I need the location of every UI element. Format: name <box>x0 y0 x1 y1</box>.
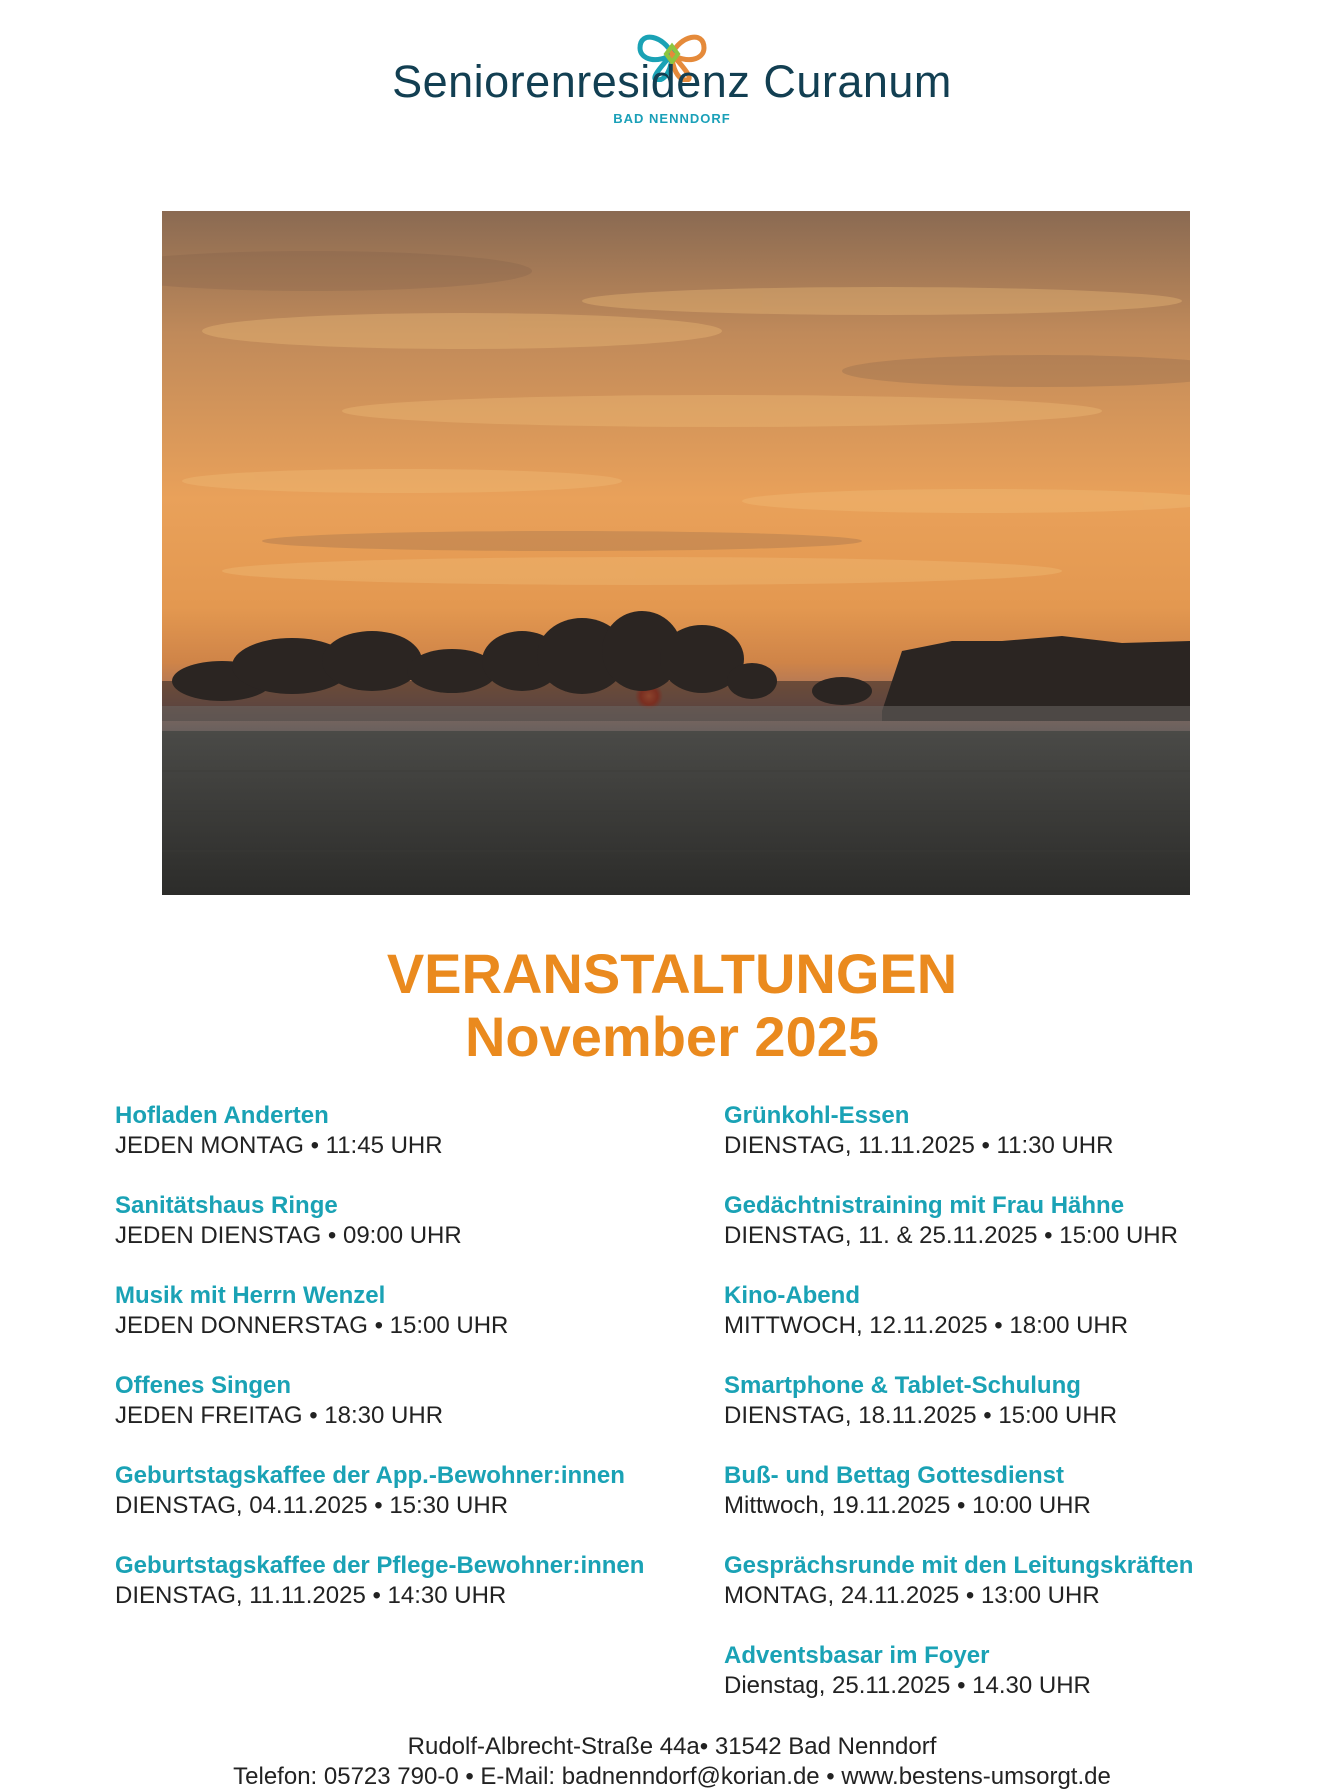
event-item <box>115 1101 705 1191</box>
event-item <box>724 1371 1324 1461</box>
event-title: Hofladen Anderten <box>115 1102 329 1129</box>
footer-contact: Telefon: 05723 790-0 • E-Mail: badnenndorf@korian.de • www.bestens-umsorgt.de <box>233 1763 1111 1790</box>
event-item <box>724 1461 1324 1551</box>
brand-name: Seniorenresidenz Curanum <box>392 56 952 107</box>
event-when: JEDEN FREITAG • 18:30 UHR <box>115 1402 444 1429</box>
event-when: DIENSTAG, 18.11.2025 • 15:00 UHR <box>724 1402 1118 1429</box>
sunset-landscape-photo <box>162 211 1190 895</box>
event-title: Geburtstagskaffee der Pflege-Bewohner:innen <box>115 1552 645 1579</box>
event-title: Buß- und Bettag Gottesdienst <box>724 1462 1064 1489</box>
event-item <box>115 1371 705 1461</box>
event-when: Mittwoch, 19.11.2025 • 10:00 UHR <box>724 1492 1091 1519</box>
event-item <box>724 1551 1324 1641</box>
event-item <box>115 1191 705 1281</box>
event-when: DIENSTAG, 11.11.2025 • 14:30 UHR <box>115 1582 507 1609</box>
event-item <box>115 1461 705 1551</box>
event-when: Dienstag, 25.11.2025 • 14.30 UHR <box>724 1672 1091 1699</box>
event-when: MONTAG, 24.11.2025 • 13:00 UHR <box>724 1582 1100 1609</box>
event-title: Grünkohl-Essen <box>724 1102 910 1129</box>
event-when: JEDEN DONNERSTAG • 15:00 UHR <box>115 1312 509 1339</box>
event-when: DIENSTAG, 04.11.2025 • 15:30 UHR <box>115 1492 509 1519</box>
event-when: JEDEN MONTAG • 11:45 UHR <box>115 1132 443 1159</box>
event-item <box>724 1281 1324 1371</box>
event-title: Musik mit Herrn Wenzel <box>115 1282 386 1309</box>
event-title: Smartphone & Tablet-Schulung <box>724 1372 1081 1399</box>
event-title: Offenes Singen <box>115 1372 292 1399</box>
page-title: VERANSTALTUNGEN <box>386 942 958 1005</box>
event-item <box>724 1191 1324 1281</box>
event-title: Geburtstagskaffee der App.-Bewohner:innen <box>115 1462 625 1489</box>
event-title: Sanitätshaus Ringe <box>115 1192 338 1219</box>
event-item <box>115 1551 705 1641</box>
footer-address: Rudolf-Albrecht-Straße 44a• 31542 Bad Nenndorf <box>407 1733 937 1760</box>
event-title: Adventsbasar im Foyer <box>724 1642 990 1669</box>
event-title: Kino-Abend <box>724 1282 860 1309</box>
events-right-column <box>724 1101 1324 1731</box>
event-when: MITTWOCH, 12.11.2025 • 18:00 UHR <box>724 1312 1129 1339</box>
event-when: DIENSTAG, 11. & 25.11.2025 • 15:00 UHR <box>724 1222 1178 1249</box>
event-item <box>115 1281 705 1371</box>
event-item <box>724 1641 1324 1731</box>
brand-location: BAD NENNDORF <box>613 111 731 126</box>
event-title: Gesprächsrunde mit den Leitungskräften <box>724 1552 1194 1579</box>
event-title: Gedächtnistraining mit Frau Hähne <box>724 1192 1125 1219</box>
event-when: DIENSTAG, 11.11.2025 • 11:30 UHR <box>724 1132 1114 1159</box>
event-item <box>724 1101 1324 1191</box>
events-left-column <box>115 1101 705 1641</box>
event-when: JEDEN DIENSTAG • 09:00 UHR <box>115 1222 462 1249</box>
page-subtitle: November 2025 <box>464 1005 879 1068</box>
